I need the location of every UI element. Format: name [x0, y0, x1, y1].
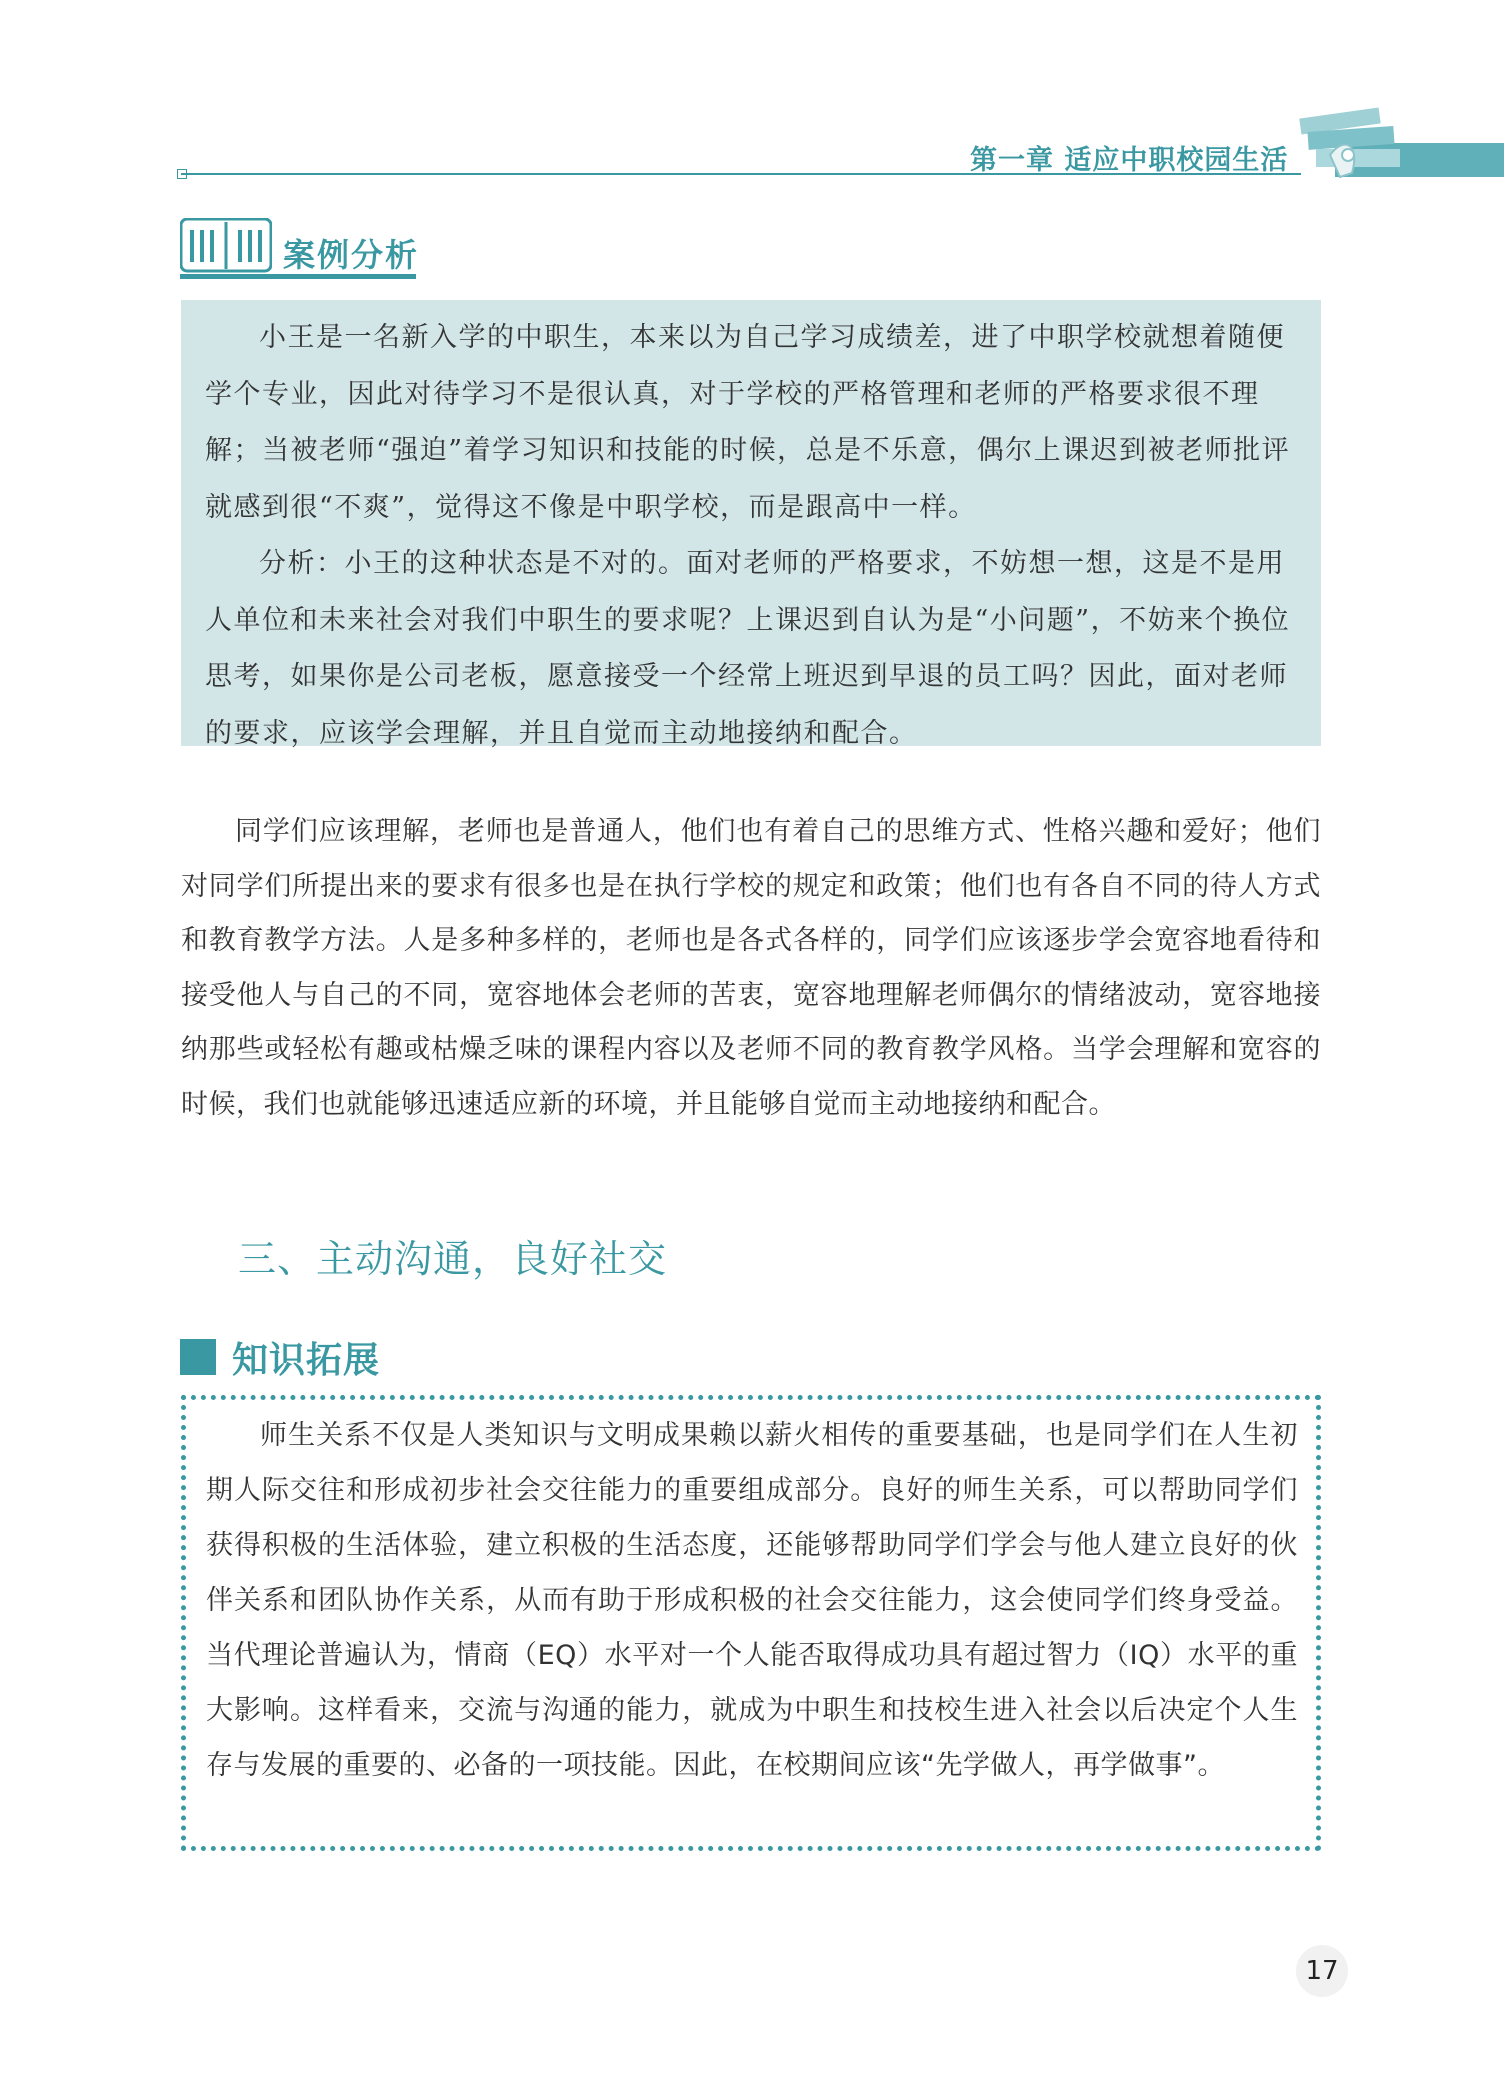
knowledge-extension-title: 知识拓展	[232, 1340, 381, 1381]
section-heading: 三、主动沟通，良好社交	[238, 1237, 668, 1281]
case-analysis-underline	[180, 274, 416, 279]
case-analysis-text	[205, 310, 1303, 762]
analysis-paragraph: 分析：小王的这种状态是不对的。面对老师的严格要求，不妨想一想，这是不是用人单位和未来社会对我们中职生的要求呢？上课迟到自认为是“小问题”，不妨来个换位思考，如果你是公司老板，愿意接受一个经常上班迟到早退的员工吗？因此，面对老师的要求，应该学会理解，并且自觉而主动地接纳和配合。	[205, 548, 1291, 749]
case-analysis-heading	[180, 218, 420, 280]
page-number: 17	[1296, 1945, 1348, 1997]
knowledge-extension-text	[206, 1408, 1298, 1793]
chapter-title: 第一章 适应中职校园生活	[970, 145, 1289, 176]
main-body-text	[181, 805, 1321, 1132]
knowledge-paragraph: 师生关系不仅是人类知识与文明成果赖以薪火相传的重要基础，也是同学们在人生初期人际交往和形成初步社会交往能力的重要组成部分。良好的师生关系，可以帮助同学们获得积极的生活体验，建立积极的生活态度，还能够帮助同学们学会与他人建立良好的伙伴关系和团队协作关系，从而有助于形成积极的社会交往能力，这会使同学们终身受益。当代理论普遍认为，情商（EQ）水平对一个人能否取得成功具有超过智力（IQ）水平的重大影响。这样看来，交流与沟通的能力，就成为中职生和技校生进入社会以后决定个人生存与发展的重要的、必备的一项技能。因此，在校期间应该“先学做人，再学做事”。	[206, 1420, 1298, 1781]
books-icon	[1290, 95, 1410, 185]
case-analysis-title: 案例分析	[283, 236, 420, 274]
knowledge-extension-box	[181, 1395, 1321, 1851]
case-analysis-box	[181, 300, 1321, 749]
heading-square-icon	[180, 1339, 216, 1375]
open-book-icon	[180, 218, 272, 276]
case-paragraph: 小王是一名新入学的中职生，本来以为自己学习成绩差，进了中职学校就想着随便学个专业，因此对待学习不是很认真，对于学校的严格管理和老师的严格要求很不理解；当被老师“强迫”着学习知识和技能的时候，总是不乐意，偶尔上课迟到被老师批评就感到很“不爽”，觉得这不像是中职学校，而是跟高中一样。	[205, 322, 1291, 523]
body-paragraph: 同学们应该理解，老师也是普通人，他们也有着自己的思维方式、性格兴趣和爱好；他们对同学们所提出来的要求有很多也是在执行学校的规定和政策；他们也有各自不同的待人方式和教育教学方法。人是多种多样的，老师也是各式各样的，同学们应该逐步学会宽容地看待和接受他人与自己的不同，宽容地体会老师的苦衷，宽容地理解老师偶尔的情绪波动，宽容地接纳那些或轻松有趣或枯燥乏味的课程内容以及老师不同的教育教学风格。当学会理解和宽容的时候，我们也就能够迅速适应新的环境，并且能够自觉而主动地接纳和配合。	[181, 816, 1321, 1120]
